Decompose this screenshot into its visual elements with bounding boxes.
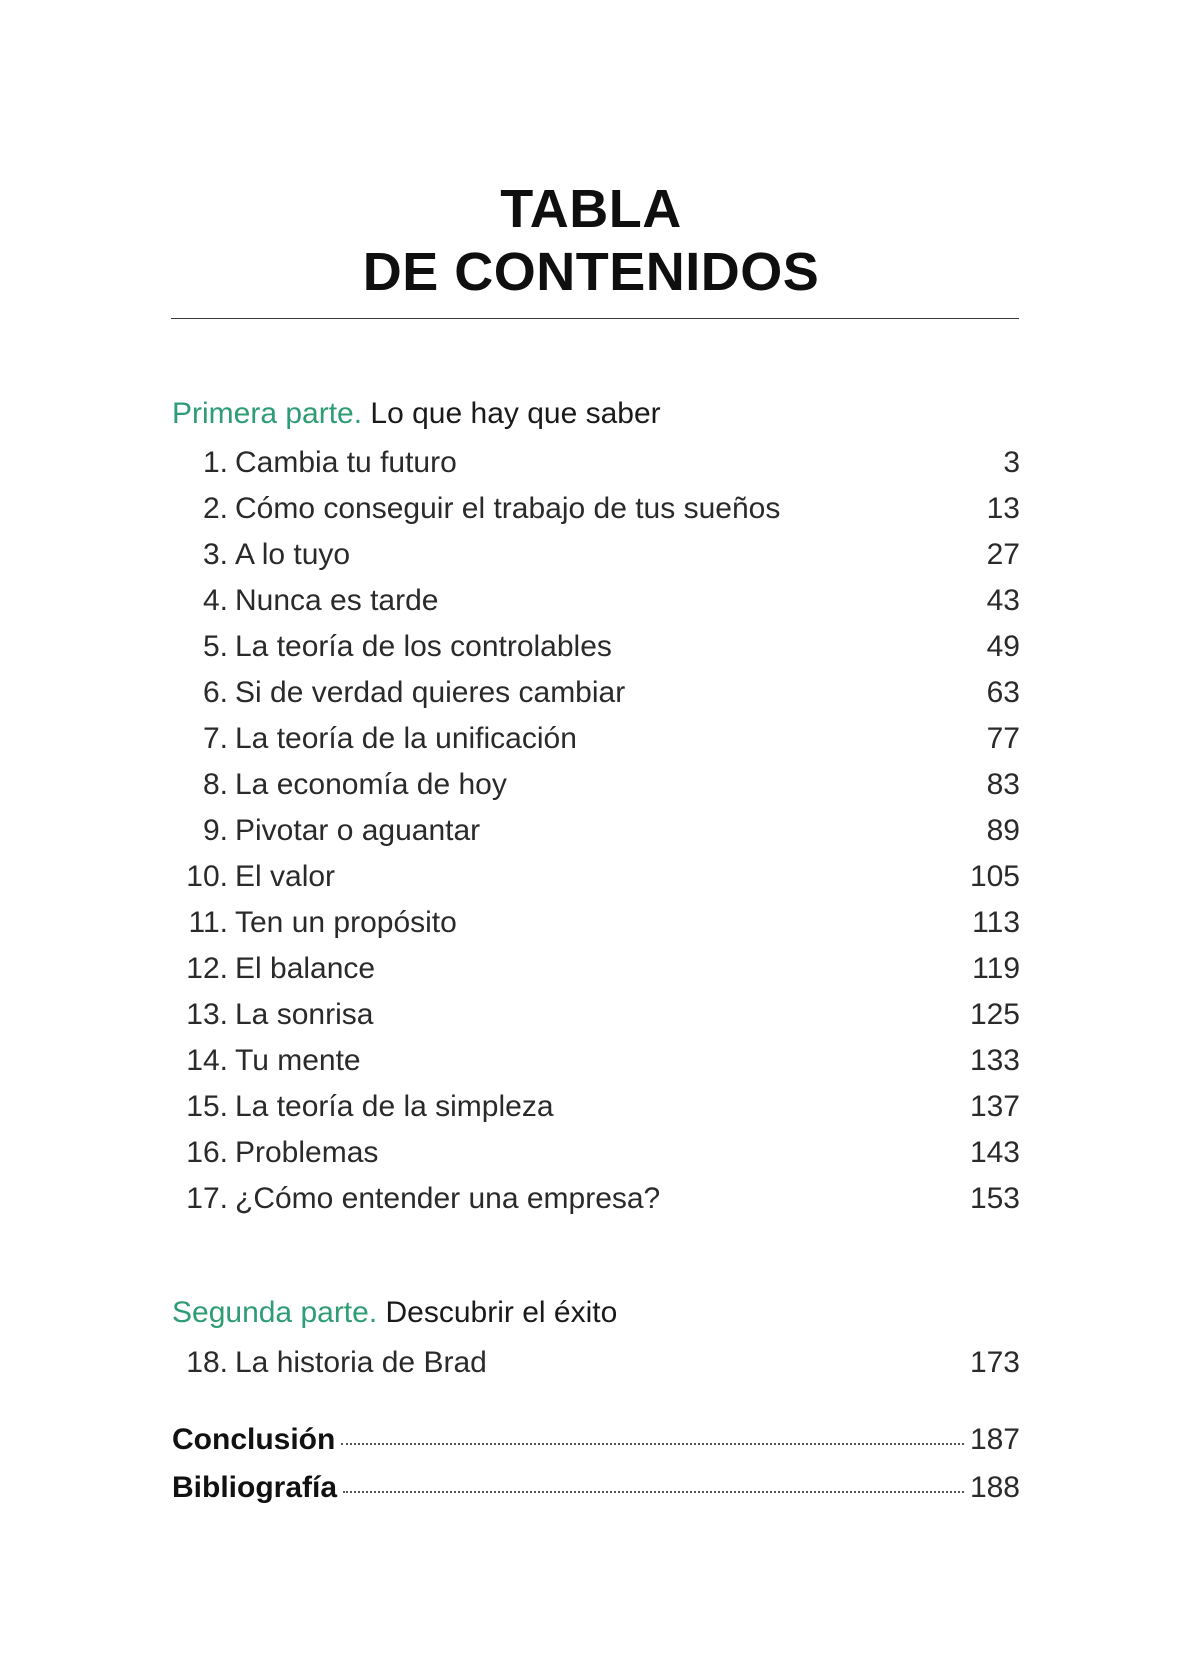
- back-matter-title: Bibliografía: [172, 1471, 338, 1504]
- chapter-number: 18.: [186, 1346, 228, 1379]
- page-number: 125: [969, 998, 1020, 1031]
- chapter-list-2: [172, 1340, 1020, 1386]
- part-label: Segunda parte.: [172, 1296, 378, 1329]
- part-name: Descubrir el éxito: [385, 1296, 618, 1329]
- toc-entry[interactable]: [172, 624, 1020, 670]
- toc-entry[interactable]: [172, 578, 1020, 624]
- chapter-title: La historia de Brad: [235, 1346, 487, 1379]
- page-number: 188: [969, 1471, 1020, 1504]
- chapter-title: Nunca es tarde: [235, 584, 439, 617]
- chapter-number: 10.: [186, 860, 228, 893]
- toc-entry[interactable]: [172, 946, 1020, 992]
- page-number: 173: [969, 1346, 1020, 1379]
- chapter-number: 5.: [202, 630, 228, 663]
- chapter-number: 8.: [202, 768, 228, 801]
- chapter-number: 17.: [186, 1182, 228, 1215]
- chapter-list-1: [172, 440, 1020, 1222]
- toc-entry[interactable]: [172, 854, 1020, 900]
- page-number: 3: [1003, 446, 1020, 479]
- title-divider: [171, 318, 1019, 319]
- toc-entry[interactable]: [172, 1038, 1020, 1084]
- page-title: [0, 178, 1182, 304]
- part-heading-1: [172, 394, 661, 434]
- toc-entry[interactable]: [172, 1340, 1020, 1386]
- part-label: Primera parte.: [172, 397, 363, 430]
- chapter-number: 3.: [202, 538, 228, 571]
- dot-leader: [341, 1443, 964, 1445]
- toc-entry[interactable]: [172, 486, 1020, 532]
- chapter-number: 16.: [186, 1136, 228, 1169]
- title-line-1: TABLA: [500, 179, 682, 239]
- toc-entry[interactable]: [172, 1130, 1020, 1176]
- page-number: 105: [969, 860, 1020, 893]
- page-number: 49: [986, 630, 1020, 663]
- chapter-title: Ten un propósito: [235, 906, 457, 939]
- page-number: 133: [969, 1044, 1020, 1077]
- toc-entry[interactable]: [172, 762, 1020, 808]
- chapter-title: La sonrisa: [235, 998, 374, 1031]
- chapter-number: 14.: [186, 1044, 228, 1077]
- chapter-title: La teoría de la unificación: [235, 722, 577, 755]
- chapter-number: 13.: [186, 998, 228, 1031]
- toc-entry[interactable]: [172, 992, 1020, 1038]
- page-number: 83: [986, 768, 1020, 801]
- chapter-title: El valor: [235, 860, 336, 893]
- chapter-title: Cambia tu futuro: [235, 446, 457, 479]
- chapter-title: Cómo conseguir el trabajo de tus sueños: [235, 492, 781, 525]
- toc-entry[interactable]: [172, 440, 1020, 486]
- chapter-number: 6.: [202, 676, 228, 709]
- toc-entry[interactable]: [172, 1084, 1020, 1130]
- toc-entry[interactable]: [172, 808, 1020, 854]
- part-heading-2: [172, 1293, 617, 1333]
- chapter-title: El balance: [235, 952, 376, 985]
- page-number: 77: [986, 722, 1020, 755]
- page-number: 187: [969, 1423, 1020, 1456]
- chapter-title: La economía de hoy: [235, 768, 507, 801]
- toc-entry[interactable]: [172, 1176, 1020, 1222]
- toc-entry[interactable]: [172, 716, 1020, 762]
- toc-entry-bibliography[interactable]: [172, 1464, 1020, 1512]
- chapter-number: 9.: [202, 814, 228, 847]
- chapter-title: ¿Cómo entender una empresa?: [235, 1182, 661, 1215]
- chapter-number: 4.: [202, 584, 228, 617]
- chapter-title: A lo tuyo: [235, 538, 351, 571]
- page-number: 153: [969, 1182, 1020, 1215]
- page-number: 89: [986, 814, 1020, 847]
- chapter-number: 2.: [202, 492, 228, 525]
- part-name: Lo que hay que saber: [370, 397, 661, 430]
- chapter-title: La teoría de la simpleza: [235, 1090, 554, 1123]
- chapter-number: 11.: [188, 906, 228, 939]
- toc-entry[interactable]: [172, 532, 1020, 578]
- page-number: 119: [972, 952, 1020, 985]
- chapter-title: Pivotar o aguantar: [235, 814, 481, 847]
- page-number: 27: [986, 538, 1020, 571]
- toc-entry-conclusion[interactable]: [172, 1416, 1020, 1464]
- page-number: 43: [986, 584, 1020, 617]
- chapter-title: Si de verdad quieres cambiar: [235, 676, 626, 709]
- back-matter-title: Conclusión: [172, 1423, 336, 1456]
- chapter-title: Tu mente: [235, 1044, 361, 1077]
- page-number: 143: [969, 1136, 1020, 1169]
- chapter-number: 7.: [202, 722, 228, 755]
- toc-entry[interactable]: [172, 670, 1020, 716]
- toc-entry[interactable]: [172, 900, 1020, 946]
- chapter-title: La teoría de los controlables: [235, 630, 612, 663]
- page-number: 137: [969, 1090, 1020, 1123]
- page-number: 113: [972, 906, 1020, 939]
- chapter-title: Problemas: [235, 1136, 379, 1169]
- chapter-number: 1.: [202, 446, 228, 479]
- dot-leader: [343, 1491, 964, 1493]
- chapter-number: 15.: [186, 1090, 228, 1123]
- chapter-number: 12.: [186, 952, 228, 985]
- page-number: 13: [986, 492, 1020, 525]
- title-line-2: DE CONTENIDOS: [362, 242, 820, 302]
- page-number: 63: [986, 676, 1020, 709]
